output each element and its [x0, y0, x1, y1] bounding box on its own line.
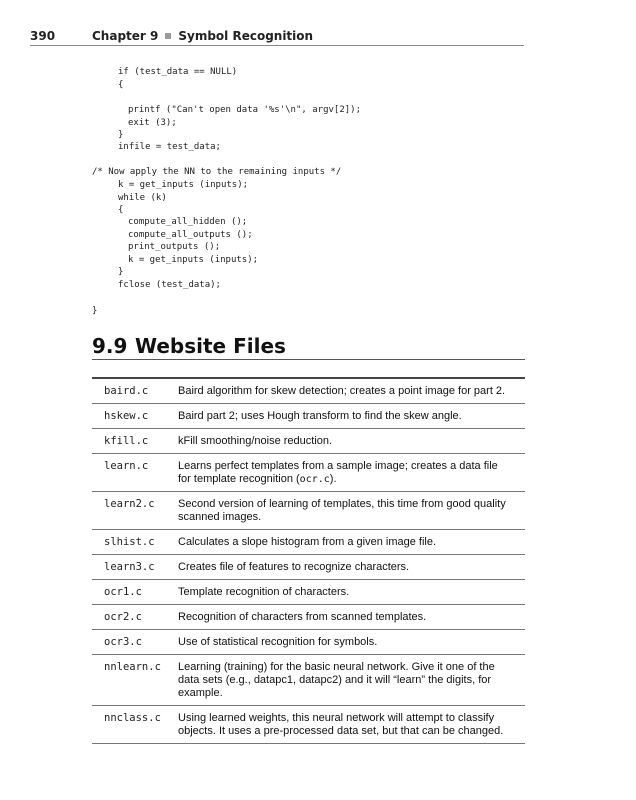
code-line: if (test_data == NULL) [118, 67, 238, 77]
file-name: slhist.c [104, 536, 155, 548]
file-reference: ocr.c [299, 474, 330, 485]
section-heading [92, 334, 286, 358]
table-row [92, 454, 525, 492]
table-row [92, 404, 525, 429]
file-name: ocr1.c [104, 586, 142, 598]
file-description: kFill smoothing/noise reduction. [178, 435, 333, 447]
table-row [92, 706, 525, 744]
code-line: } [118, 130, 124, 140]
section-rule [92, 359, 525, 360]
chapter-title: Symbol Recognition [178, 29, 314, 43]
table-row [92, 429, 525, 454]
code-line: compute_all_outputs (); [128, 230, 253, 240]
table-row [92, 580, 525, 605]
chapter-heading [92, 29, 313, 43]
file-name: kfill.c [104, 435, 149, 447]
table-row [92, 555, 525, 580]
file-description: Template recognition of characters. [178, 586, 350, 598]
code-line: while (k) [118, 193, 167, 203]
separator-square-icon [165, 33, 171, 39]
running-header [30, 29, 524, 45]
file-description: Using learned weights, this neural network will attempt to classify objects. It uses a pre-processed data set, but that can be changed. [178, 712, 504, 737]
code-line: print_outputs (); [128, 242, 221, 252]
code-comment: /* Now apply the NN to the remaining inputs */ [92, 167, 342, 177]
code-line: k = get_inputs (inputs); [118, 180, 249, 190]
file-name: learn2.c [104, 498, 155, 510]
file-description: Learning (training) for the basic neural network. Give it one of the data sets (e.g., datapc1, datapc2) and it will “learn” the digits, for example. [178, 661, 495, 699]
file-description: Second version of learning of templates, this time from good quality scanned images. [178, 498, 506, 523]
table-row [92, 630, 525, 655]
file-description: Creates file of features to recognize characters. [178, 561, 410, 573]
file-name: nnlearn.c [104, 661, 161, 673]
section-title: Website Files [135, 334, 286, 358]
code-line: } [92, 306, 98, 316]
section-number: 9.9 [92, 334, 128, 358]
file-description: Calculates a slope histogram from a given image file. [178, 536, 437, 548]
file-description [178, 460, 508, 486]
table-row [92, 605, 525, 630]
file-name: learn3.c [104, 561, 155, 573]
code-line: fclose (test_data); [118, 280, 221, 290]
table-row [92, 379, 525, 404]
code-line: { [118, 205, 124, 215]
header-rule [30, 45, 524, 46]
file-description-text: Learns perfect templates from a sample image; creates a data file for template recognition ( [178, 460, 498, 485]
table-row [92, 530, 525, 555]
file-name: learn.c [104, 460, 149, 472]
file-description: Baird algorithm for skew detection; creates a point image for part 2. [178, 385, 506, 397]
file-name: nnclass.c [104, 712, 161, 724]
table-row [92, 492, 525, 530]
code-line: compute_all_hidden (); [128, 217, 248, 227]
table-row [92, 655, 525, 706]
code-line: } [118, 267, 124, 277]
file-description: Recognition of characters from scanned templates. [178, 611, 427, 623]
file-description-end: ). [329, 473, 337, 485]
chapter-label: Chapter 9 [92, 29, 159, 43]
code-line: infile = test_data; [118, 142, 221, 152]
code-line: printf ("Can't open data '%s'\n", argv[2]); [128, 105, 361, 115]
website-files-table [92, 377, 525, 744]
code-line: k = get_inputs (inputs); [128, 255, 259, 265]
file-name: baird.c [104, 385, 149, 397]
file-description: Baird part 2; uses Hough transform to find the skew angle. [178, 410, 462, 422]
file-description: Use of statistical recognition for symbols. [178, 636, 378, 648]
page-number: 390 [30, 29, 56, 43]
code-line: { [118, 80, 124, 90]
file-name: ocr2.c [104, 611, 142, 623]
file-name: hskew.c [104, 410, 149, 422]
code-line: exit (3); [128, 118, 177, 128]
file-name: ocr3.c [104, 636, 142, 648]
